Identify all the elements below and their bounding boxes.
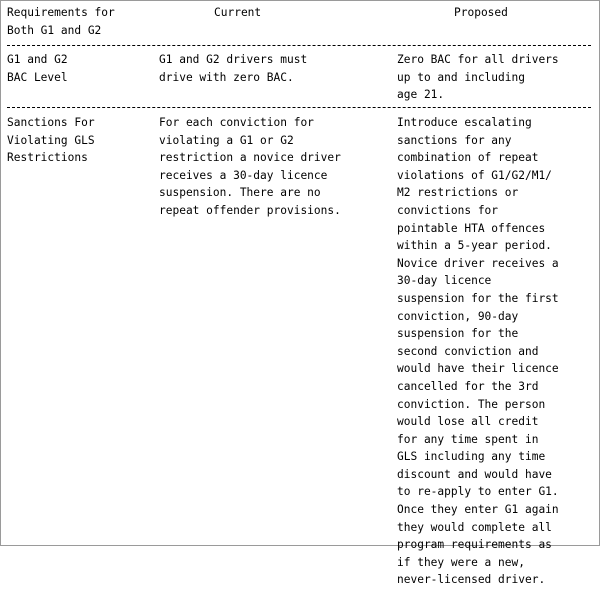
row-bac-current: G1 and G2 drivers must drive with zero BAC.: [159, 53, 308, 84]
dashed-divider: [7, 45, 591, 46]
dashed-divider: [7, 107, 591, 108]
row-bac-requirement: G1 and G2 BAC Level: [7, 53, 68, 84]
header-requirements: Requirements for Both G1 and G2: [7, 6, 115, 37]
header-proposed: Proposed: [454, 6, 508, 19]
row-sanctions-current: For each conviction for violating a G1 or G2 restriction a novice driver receives a 30-day licence suspension. There are no repeat offender provisions.: [159, 116, 341, 217]
header-current: Current: [214, 6, 262, 19]
row-bac-proposed: Zero BAC for all drivers up to and including age 21.: [397, 53, 559, 102]
row-sanctions-proposed: Introduce escalating sanctions for any combination of repeat violations of G1/G2/M1/ M2 restrictions or convictions for pointable HTA offences within a 5-year period. Novice driver receives a 30-day licence suspension for the first conviction, 90-day suspension for the second conviction and would have their licence cancelled for the 3rd conviction. The person would lose all credit for any time spent in GLS including any time discount and would have to re-apply to enter G1. Once they enter G1 again they would complete all program requirements as if they were a new, never-licensed driver.: [397, 116, 559, 587]
row-sanctions-requirement: Sanctions For Violating GLS Restrictions: [7, 116, 95, 165]
